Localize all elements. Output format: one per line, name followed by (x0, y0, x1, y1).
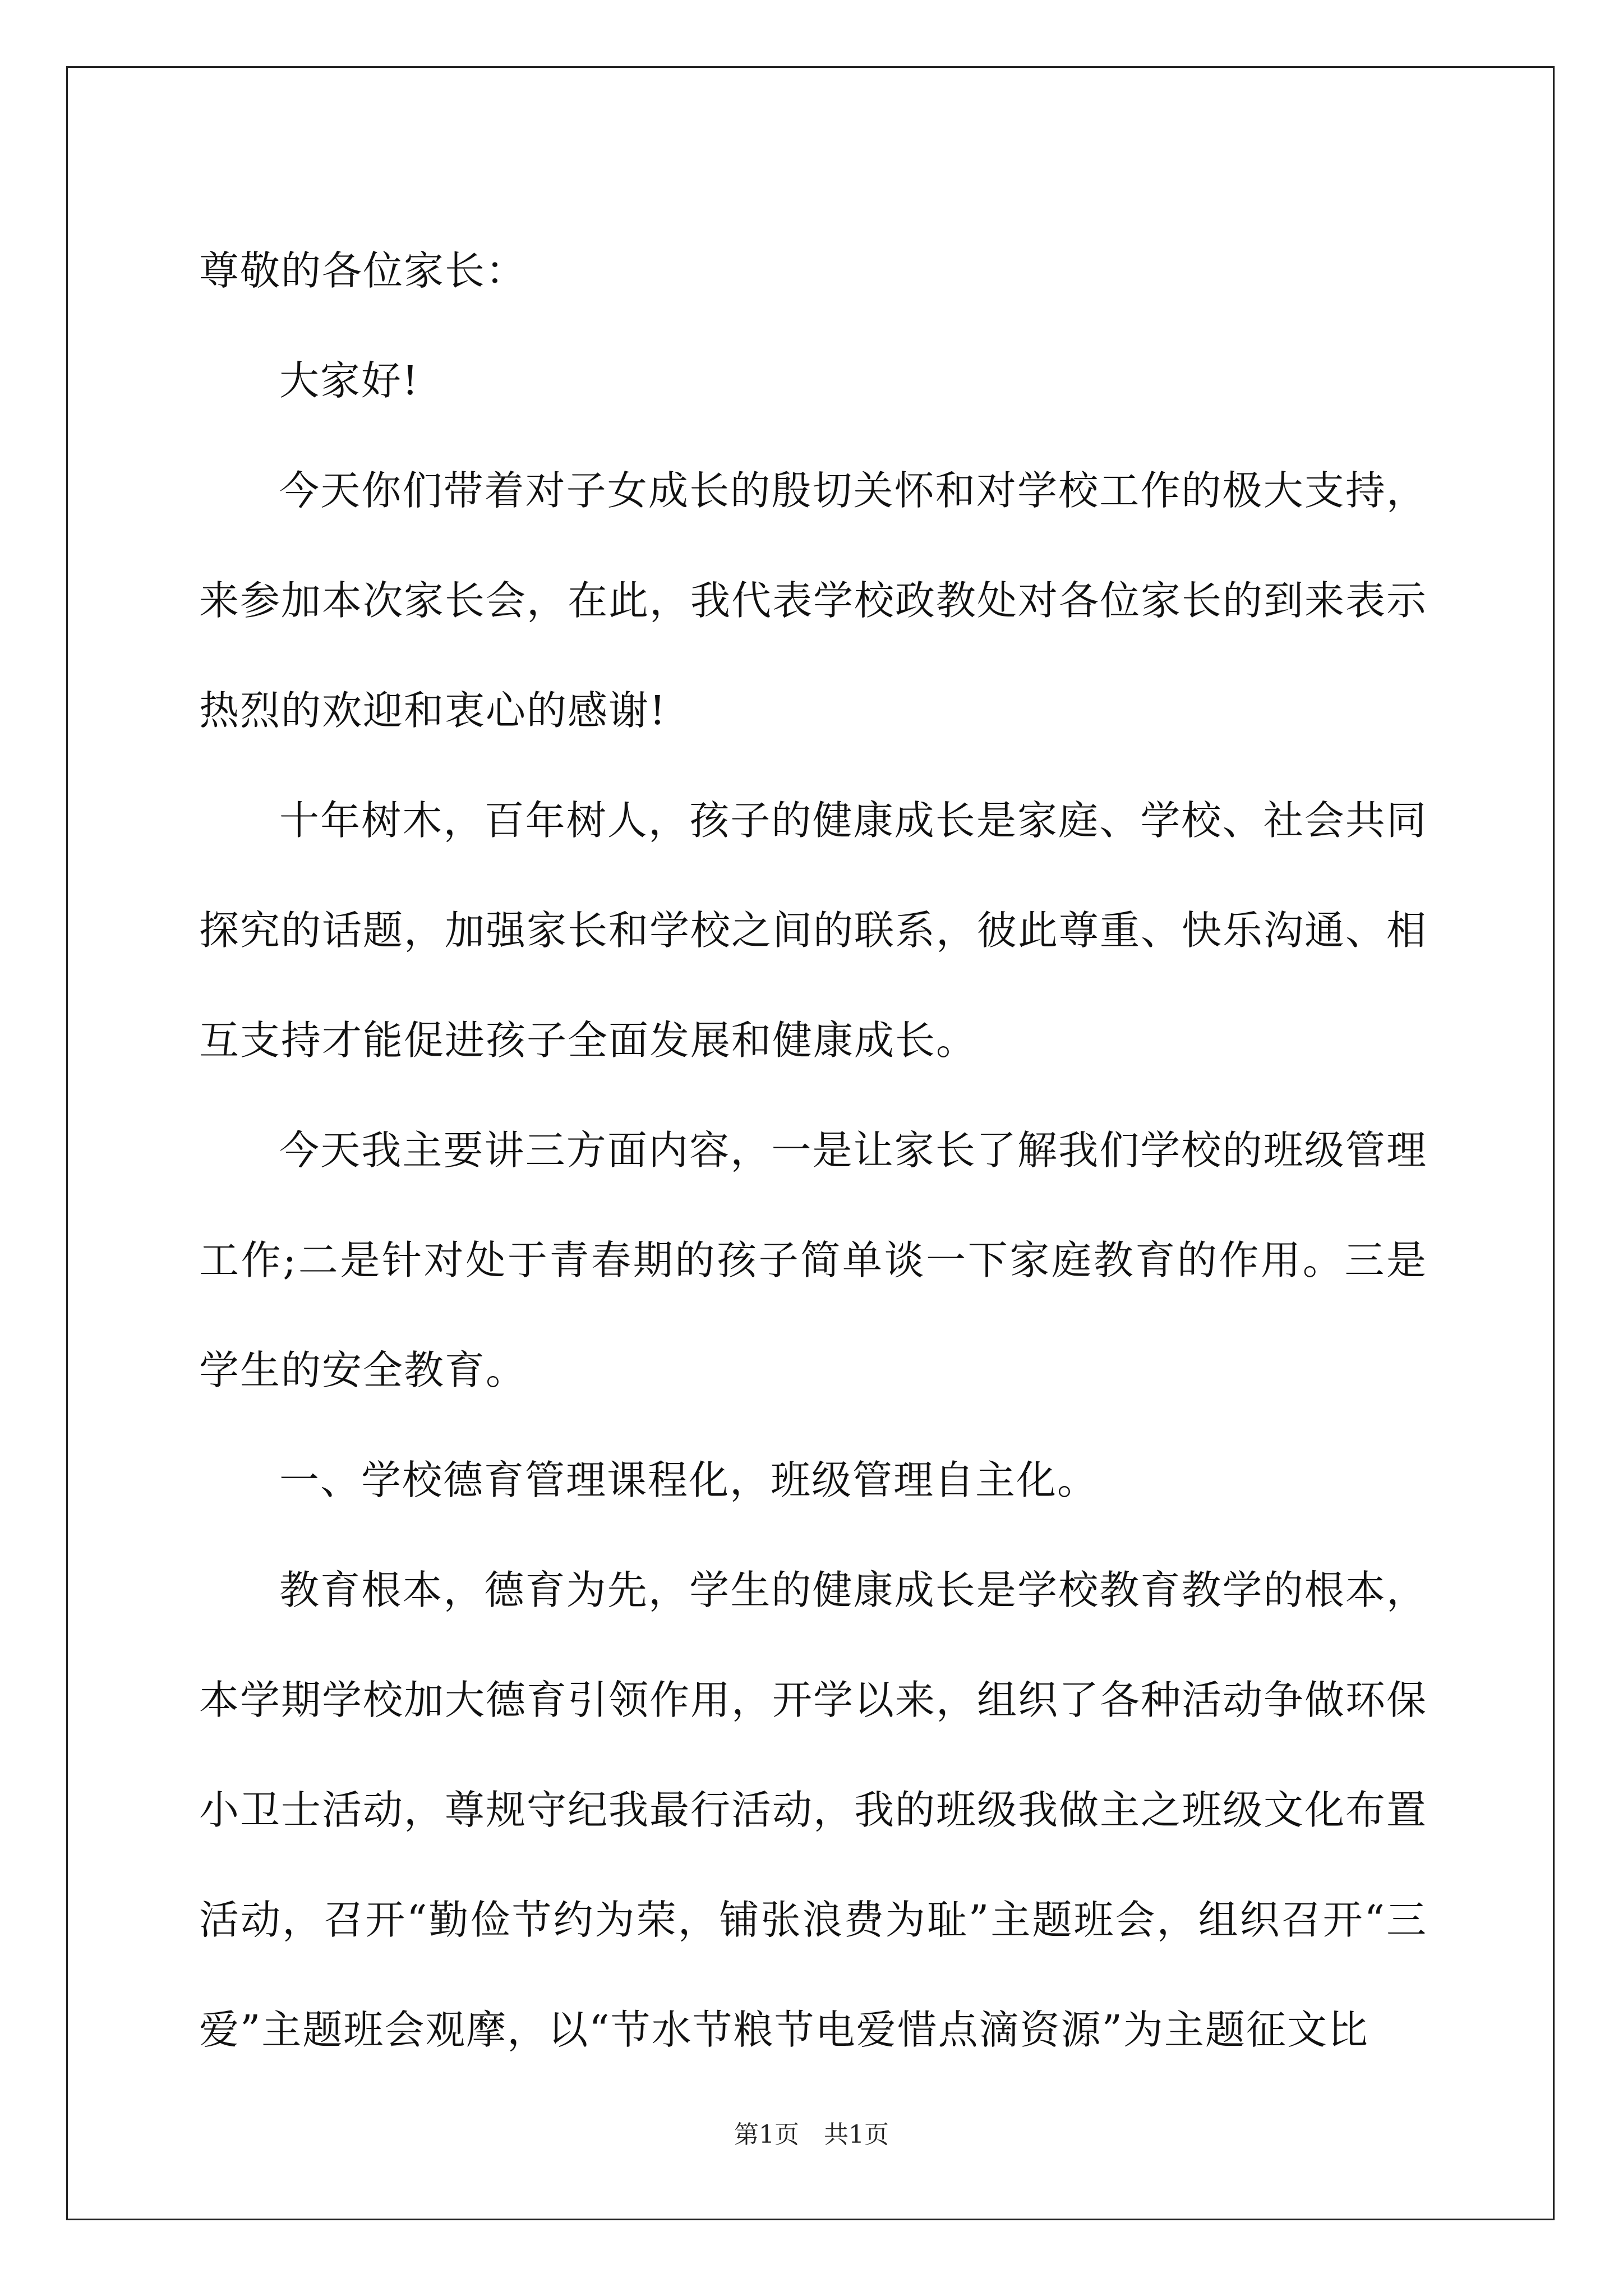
paragraph: 大家好! (279, 357, 419, 404)
paragraph: 十年树木，百年树人，孩子的健康成长是家庭、学校、社会共同探究的话题，加强家长和学校之间的联系，彼此尊重、快乐沟通、相互支持才能促进孩子全面发展和健康成长。 (199, 797, 1428, 1064)
page-number: 第1页 (734, 2120, 799, 2149)
salutation: 尊敬的各位家长： (199, 247, 527, 294)
document-body (199, 216, 1427, 2085)
page-footer (0, 2118, 1623, 2152)
paragraph: 今天我主要讲三方面内容，一是让家长了解我们学校的班级管理工作;二是针对处于青春期的孩子简单谈一下家庭教育的作用。三是学生的安全教育。 (199, 1127, 1427, 1393)
page-total: 共1页 (824, 2120, 889, 2149)
section-heading: 一、学校德育管理课程化，班级管理自主化。 (279, 1457, 1099, 1503)
paragraph: 今天你们带着对子女成长的殷切关怀和对学校工作的极大支持，来参加本次家长会，在此，我代表学校政教处对各位家长的到来表示热烈的欢迎和衷心的感谢! (199, 467, 1428, 734)
paragraph: 教育根本，德育为先，学生的健康成长是学校教育教学的根本，本学期学校加大德育引领作用，开学以来，组织了各种活动争做环保小卫士活动，尊规守纪我最行活动，我的班级我做主之班级文化布置活动，召开“勤俭节约为荣，铺张浪费为耻”主题班会，组织召开“三爱”主题班会观摩，以“节水节粮节电爱惜点滴资源”为主题征文比 (199, 1567, 1428, 2053)
